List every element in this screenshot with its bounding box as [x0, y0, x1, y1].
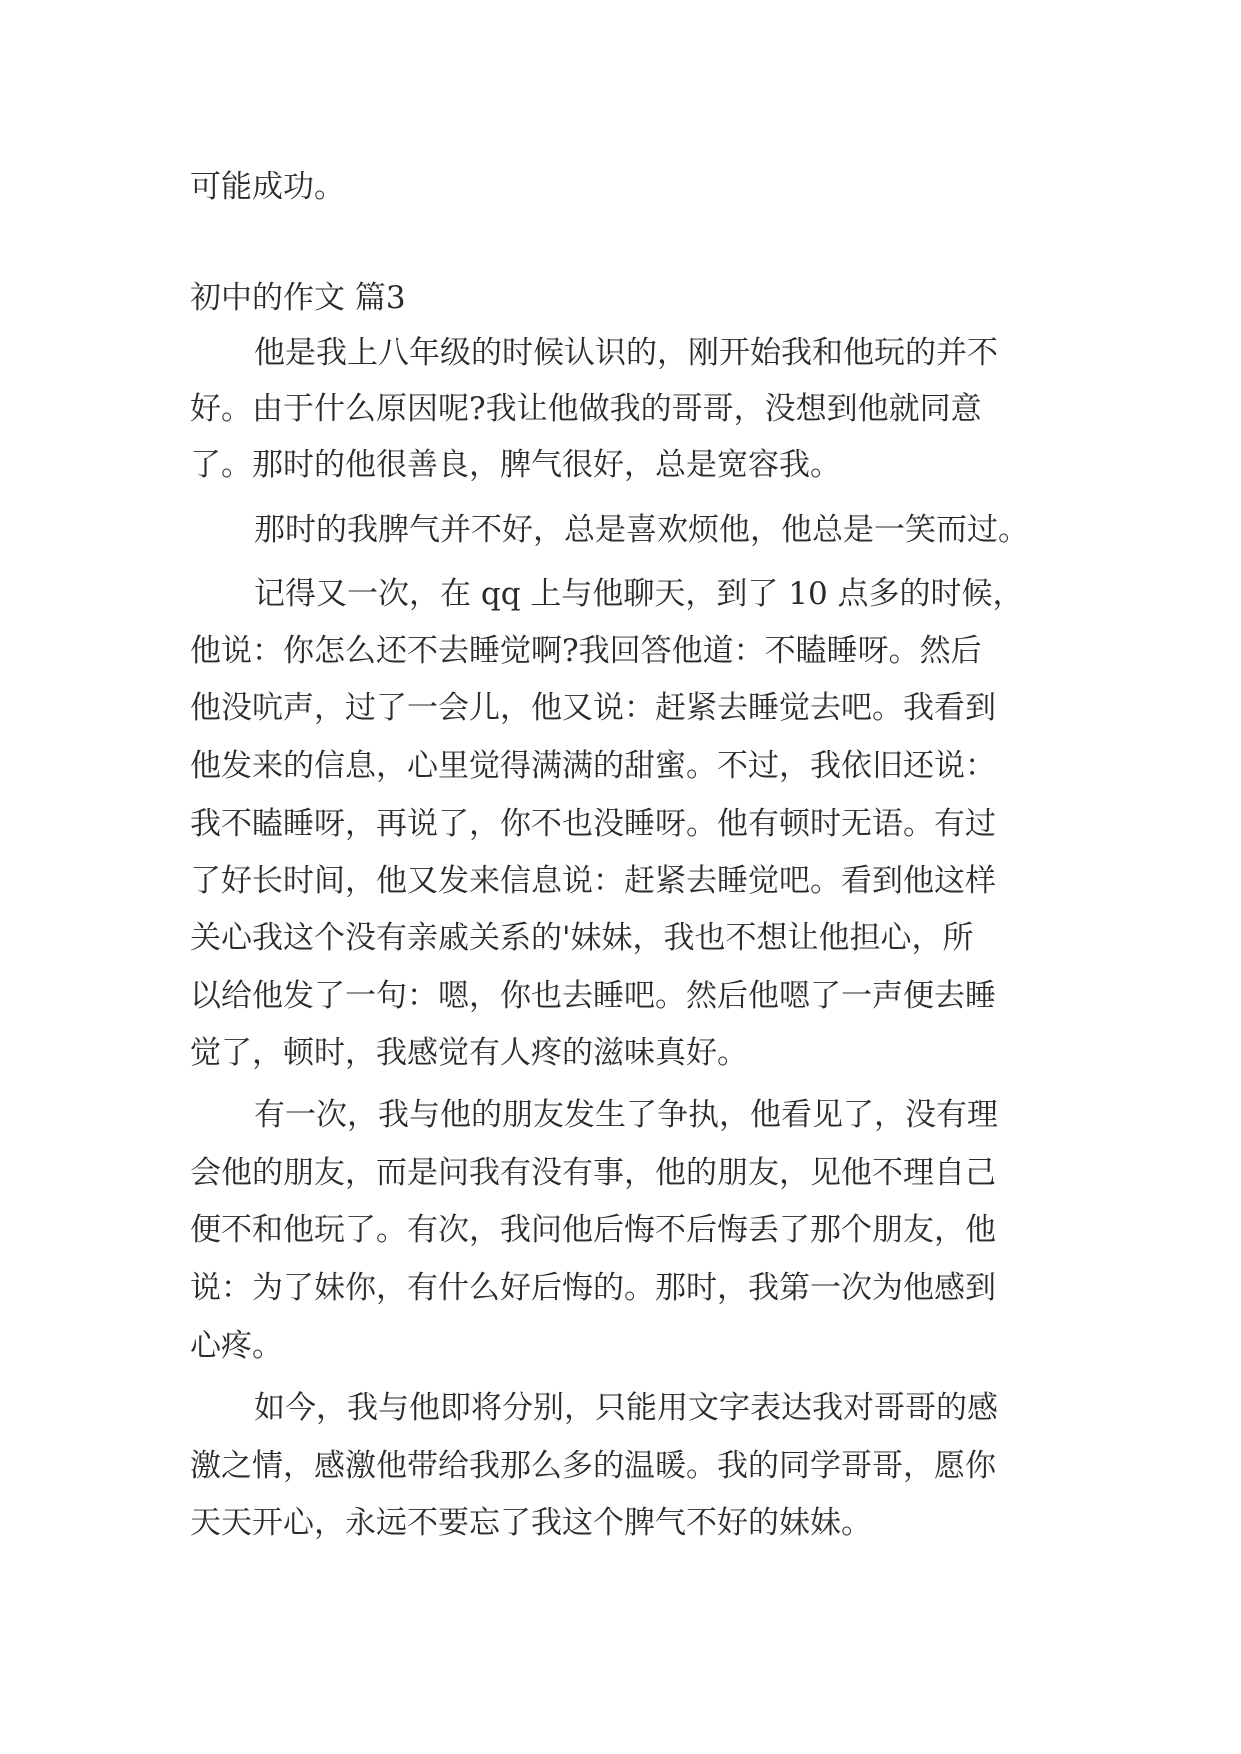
paragraph-line: 记得又一次，在 qq 上与他聊天，到了 10 点多的时候，: [254, 576, 1024, 612]
paragraph-line: 便不和他玩了。有次，我问他后悔不后悔丢了那个朋友，他: [190, 1212, 996, 1248]
paragraph-line: 天天开心，永远不要忘了我这个脾气不好的妹妹。: [190, 1505, 872, 1541]
paragraph-line: 我不瞌睡呀，再说了，你不也没睡呀。他有顿时无语。有过: [190, 806, 996, 842]
paragraph-line: 了好长时间，他又发来信息说：赶紧去睡觉吧。看到他这样: [190, 863, 996, 899]
essay-heading: 初中的作文 篇3: [190, 280, 406, 316]
paragraph-line: 好。由于什么原因呢?我让他做我的哥哥，没想到他就同意: [190, 391, 982, 427]
paragraph-line: 以给他发了一句：嗯，你也去睡吧。然后他嗯了一声便去睡: [190, 978, 996, 1014]
paragraph-line: 了。那时的他很善良，脾气很好，总是宽容我。: [190, 447, 841, 483]
continuation-text: 可能成功。: [190, 169, 345, 205]
paragraph-line: 心疼。: [190, 1328, 283, 1364]
paragraph-line: 会他的朋友，而是问我有没有事，他的朋友，见他不理自己: [190, 1155, 996, 1191]
paragraph-line: 如今，我与他即将分别，只能用文字表达我对哥哥的感: [254, 1390, 998, 1426]
paragraph-line: 说：为了妹你，有什么好后悔的。那时，我第一次为他感到: [190, 1270, 996, 1306]
paragraph-line: 激之情，感激他带给我那么多的温暖。我的同学哥哥，愿你: [190, 1448, 996, 1484]
paragraph-line: 他说：你怎么还不去睡觉啊?我回答他道：不瞌睡呀。然后: [190, 633, 982, 669]
paragraph-line: 那时的我脾气并不好，总是喜欢烦他，他总是一笑而过。: [254, 512, 1029, 548]
paragraph-line: 关心我这个没有亲戚关系的'妹妹，我也不想让他担心，所: [190, 920, 974, 956]
paragraph-line: 他发来的信息，心里觉得满满的甜蜜。不过，我依旧还说：: [190, 748, 996, 784]
paragraph-line: 有一次，我与他的朋友发生了争执，他看见了，没有理: [254, 1097, 998, 1133]
paragraph-line: 他是我上八年级的时候认识的，刚开始我和他玩的并不: [254, 335, 998, 371]
paragraph-line: 他没吭声，过了一会儿，他又说：赶紧去睡觉去吧。我看到: [190, 690, 996, 726]
paragraph-line: 觉了，顿时，我感觉有人疼的滋味真好。: [190, 1035, 748, 1071]
